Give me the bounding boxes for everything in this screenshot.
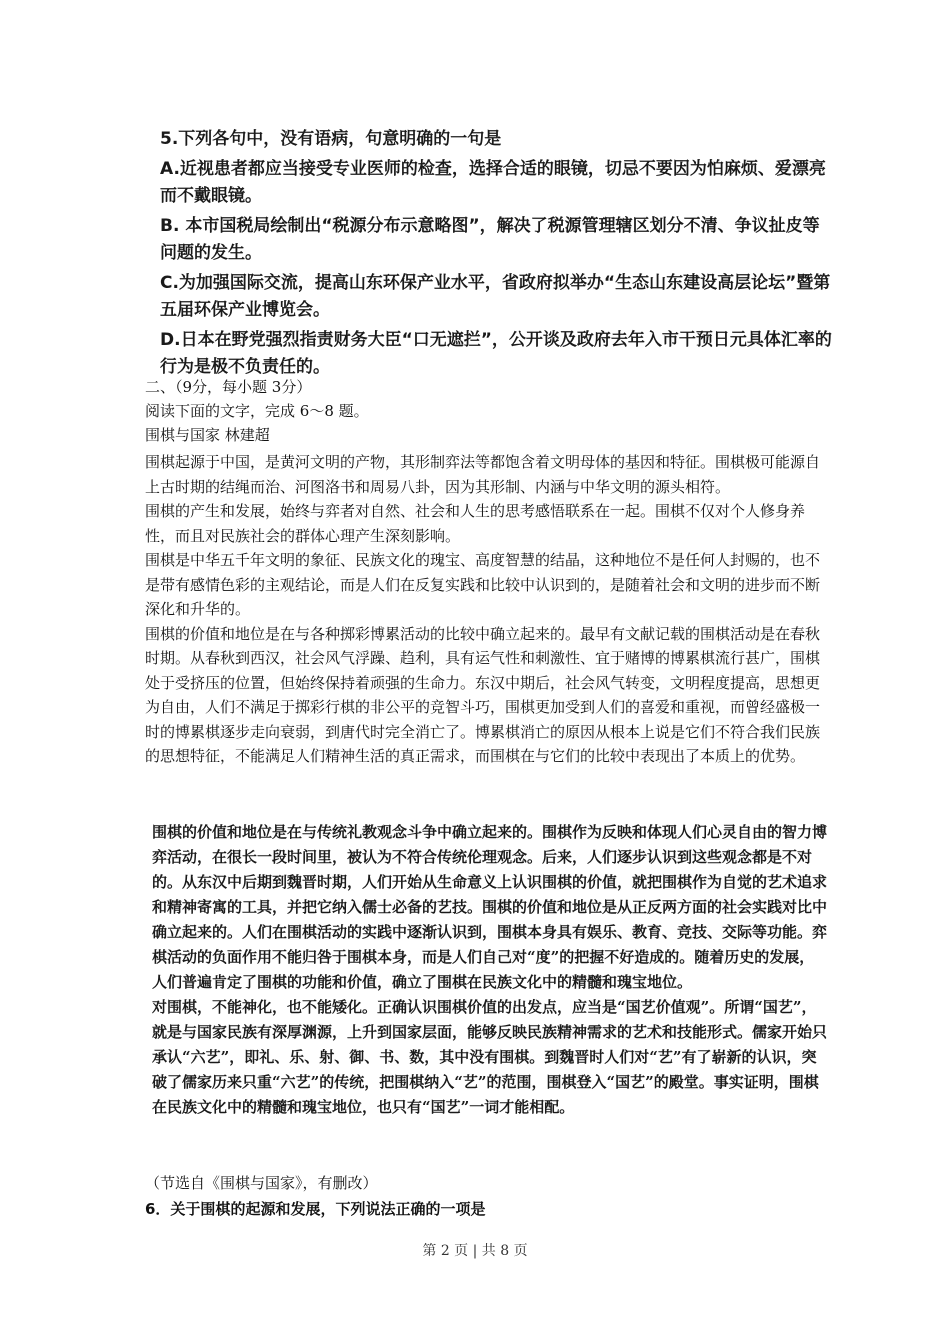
passage-paragraph: 围棋是中华五千年文明的象征、民族文化的瑰宝、高度智慧的结晶，这种地位不是任何人封赐的，也不是带有感情色彩的主观结论，而是人们在反复实践和比较中认识到的，是随着社会和文明的进步而不断深化和升华的。 [145,551,821,618]
section-instruction: 阅读下面的文字，完成 6～8 题。 [145,402,369,420]
section-heading: 二、（9分，每小题 3分） [145,378,312,396]
question-5-option-c: C.为加强国际交流，提高山东环保产业水平，省政府拟举办“生态山东建设高层论坛”暨第五届环保产业博览会。 [160,273,831,320]
passage-body-bold [152,820,827,1120]
passage-paragraph: 对围棋，不能神化，也不能矮化。正确认识围棋价值的出发点，应当是“国艺价值观”。所谓“国艺”，就是与国家民族有深厚渊源，上升到国家层面，能够反映民族精神需求的艺术和技能形式。儒家开始只承认“六艺”，即礼、乐、射、御、书、数，其中没有围棋。到魏晋时人们对“艺”有了崭新的认识，突破了儒家历来只重“六艺”的传统，把围棋纳入“艺”的范围，围棋登入“国艺”的殿堂。事实证明，围棋在民族文化中的精髓和瑰宝地位，也只有“国艺”一词才能相配。 [152,998,828,1116]
question-5-stem: 5.下列各句中，没有语病，句意明确的一句是 [160,129,502,149]
passage-body [145,450,825,769]
passage-paragraph: 围棋的产生和发展，始终与弈者对自然、社会和人生的思考感悟联系在一起。围棋不仅对个人修身养性，而且对民族社会的群体心理产生深刻影响。 [145,502,806,545]
question-5-option-a: A.近视患者都应当接受专业医师的检查，选择合适的眼镜，切忌不要因为怕麻烦、爱漂亮而不戴眼镜。 [160,159,826,206]
section-2-header [145,375,825,447]
passage-title: 围棋与国家 林建超 [145,426,270,444]
question-6: 6．关于围棋的起源和发展，下列说法正确的一项是 [145,1200,486,1218]
passage-tail [145,1170,825,1222]
question-5 [160,126,835,384]
source-note: （节选自《围棋与国家》，有删改） [145,1174,378,1192]
passage-paragraph: 围棋的价值和地位是在与传统礼教观念斗争中确立起来的。围棋作为反映和体现人们心灵自由的智力博弈活动，在很长一段时间里，被认为不符合传统伦理观念。后来，人们逐步认识到这些观念都是不对的。从东汉中后期到魏晋时期，人们开始从生命意义上认识围棋的价值，就把围棋作为自觉的艺术追求和精神寄寓的工具，并把它纳入儒士必备的艺技。围棋的价值和地位是从正反两方面的社会实践对比中确立起来的。人们在围棋活动的实践中逐渐认识到，围棋本身具有娱乐、教育、竞技、交际等功能。弈棋活动的负面作用不能归咎于围棋本身，而是人们自己对“度”的把握不好造成的。随着历史的发展，人们普遍肯定了围棋的功能和价值，确立了围棋在民族文化中的精髓和瑰宝地位。 [152,823,828,991]
passage-paragraph: 围棋起源于中国，是黄河文明的产物，其形制弈法等都饱含着文明母体的基因和特征。围棋极可能源自上古时期的结绳而治、河图洛书和周易八卦，因为其形制、内涵与中华文明的源头相符。 [145,453,821,496]
question-5-option-d: D.日本在野党强烈指责财务大臣“口无遮拦”，公开谈及政府去年入市干预日元具体汇率的行为是极不负责任的。 [160,330,832,377]
passage-paragraph: 围棋的价值和地位是在与各种掷彩博累活动的比较中确立起来的。最早有文献记载的围棋活动是在春秋时期。从春秋到西汉，社会风气浮躁、趋利，具有运气性和刺激性、宜于赌博的博累棋流行甚广，围棋处于受挤压的位置，但始终保持着顽强的生命力。东汉中期后，社会风气转变，文明程度提高，思想更为自由，人们不满足于掷彩行棋的非公平的竞智斗巧，围棋更加受到人们的喜爱和重视，而曾经盛极一时的博累棋逐步走向衰弱，到唐代时完全消亡了。博累棋消亡的原因从根本上说是它们不符合我们民族的思想特征，不能满足人们精神生活的真正需求，而围棋在与它们的比较中表现出了本质上的优势。 [145,624,821,765]
question-5-option-b: B. 本市国税局绘制出“税源分布示意略图”，解决了税源管理辖区划分不清、争议扯皮等问题的发生。 [160,216,820,263]
page-footer: 第 2 页 | 共 8 页 [422,1243,528,1259]
